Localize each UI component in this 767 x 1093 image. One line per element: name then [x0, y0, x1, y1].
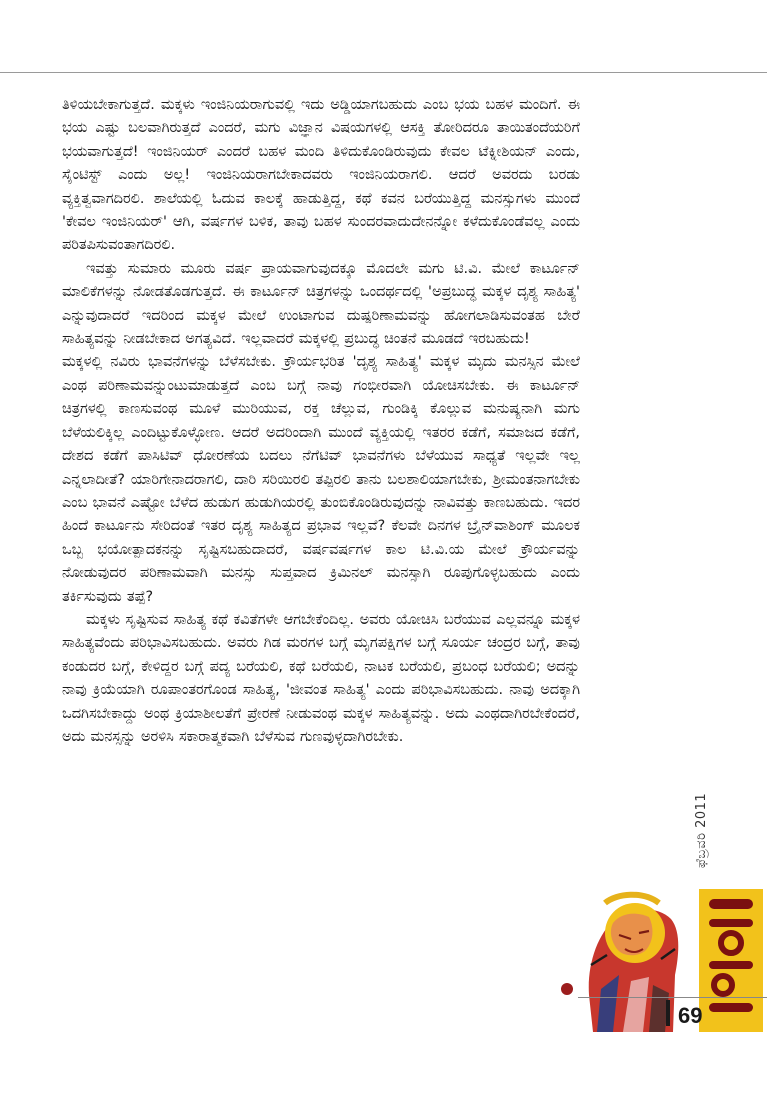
- page-number: 69: [678, 1003, 703, 1028]
- portrait-illustration: [589, 895, 679, 1032]
- page-number-bar: [666, 1000, 670, 1026]
- footer-rule: [578, 997, 767, 998]
- issue-date: ಫೆಬ್ರವರಿ 2011: [694, 792, 709, 868]
- red-dot-bullet: [561, 983, 573, 995]
- paragraph-2: ಇವತ್ತು ಸುಮಾರು ಮೂರು ವರ್ಷ ಪ್ರಾಯವಾಗುವುದಕ್ಕೂ ಮೊದಲೇ ಮಗು ಟಿ.ವಿ. ಮೇಲೆ ಕಾರ್ಟೂನ್ ಮಾಲಿಕೆಗಳನ್ನು ನೋಡತೊಡಗುತ್ತದೆ. ಈ ಕಾರ್ಟೂನ್ ಚಿತ್ರಗಳನ್ನು ಒಂದರ್ಥದಲ್ಲಿ 'ಅಪ್ರಬುದ್ಧ ಮಕ್ಕಳ ದೃಶ್ಯ ಸಾಹಿತ್ಯ' ಎನ್ನುವುದಾದರೆ ಇದರಿಂದ ಮಕ್ಕಳ ಮೇಲೆ ಉಂಟಾಗುವ ದುಷ್ಪರಿಣಾಮವನ್ನು ಹೋಗಲಾಡಿಸುವಂತಹ ಬೇರೆ ಸಾಹಿತ್ಯವನ್ನು ನೀಡಬೇಕಾದ ಅಗತ್ಯವಿದೆ. ಇಲ್ಲವಾದರೆ ಮಕ್ಕಳಲ್ಲಿ ಪ್ರಬುದ್ಧ ಚಿಂತನೆ ಮೂಡದೆ ಇರಬಹುದು!: [62, 260, 580, 348]
- header-rule: [0, 72, 767, 73]
- paragraph-3: ಮಕ್ಕಳಲ್ಲಿ ನವಿರು ಭಾವನೆಗಳನ್ನು ಬೆಳೆಸಬೇಕು. ಕ್ರೌರ್ಯಭರಿತ 'ದೃಶ್ಯ ಸಾಹಿತ್ಯ' ಮಕ್ಕಳ ಮೃದು ಮನಸ್ಸಿನ ಮೇಲೆ ಎಂಥ ಪರಿಣಾಮವನ್ನುಂಟುಮಾಡುತ್ತದೆ ಎಂಬ ಬಗ್ಗೆ ನಾವು ಗಂಭೀರವಾಗಿ ಯೋಚಿಸಬೇಕು. ಈ ಕಾರ್ಟೂನ್ ಚಿತ್ರಗಳಲ್ಲಿ ಕಾಣಸುವಂಥ ಮೂಳೆ ಮುರಿಯುವ, ರಕ್ತ ಚೆಲ್ಲುವ, ಗುಂಡಿಕ್ಕಿ ಕೊಲ್ಲುವ ಮನುಷ್ಯನಾಗಿ ಮಗು ಬೆಳೆಯಲಿಕ್ಕಿಲ್ಲ ಎಂದಿಟ್ಟುಕೊಳ್ಳೋಣ. ಆದರೆ ಅದರಿಂದಾಗಿ ಮುಂದೆ ವ್ಯಕ್ತಿಯಲ್ಲಿ ಇತರರ ಕಡೆಗೆ, ಸಮಾಜದ ಕಡೆಗೆ, ದೇಶದ ಕಡೆಗೆ ಪಾಸಿಟಿವ್ ಧೋರಣೆಯ ಬದಲು ನೆಗೆಟಿವ್ ಭಾವನೆಗಳು ಬೆಳೆಯುವ ಸಾಧ್ಯತೆ ಇಲ್ಲವೇ ಇಲ್ಲ ಎನ್ನಲಾದೀತೆ? ಯಾರಿಗೇನಾದರಾಗಲಿ, ದಾರಿ ಸರಿಯಿರಲಿ ತಪ್ಪಿರಲಿ ತಾನು ಬಲಶಾಲಿಯಾಗಬೇಕು, ಶ್ರೀಮಂತನಾಗಬೇಕು ಎಂಬ ಭಾವನೆ ಎಷ್ಟೋ ಬೆಳೆದ ಹುಡುಗ ಹುಡುಗಿಯರಲ್ಲಿ ತುಂಬಿಕೊಂಡಿರುವುದನ್ನು ನಾವಿವತ್ತು ಕಾಣಬಹುದು. ಇದರ ಹಿಂದೆ ಕಾರ್ಟೂನು ಸೇರಿದಂತೆ ಇತರ ದೃಶ್ಯ ಸಾಹಿತ್ಯದ ಪ್ರಭಾವ ಇಲ್ಲವೆ? ಕೆಲವೇ ದಿನಗಳ ಬ್ರೈನ್‌ವಾಶಿಂಗ್ ಮೂಲಕ ಒಬ್ಬ ಭಯೋತ್ಪಾದಕನನ್ನು ಸೃಷ್ಟಿಸಬಹುದಾದರೆ, ವರ್ಷವರ್ಷಗಳ ಕಾಲ ಟಿ.ವಿ.ಯ ಮೇಲೆ ಕ್ರೌರ್ಯವನ್ನು ನೋಡುವುದರ ಪರಿಣಾಮವಾಗಿ ಮನಸ್ಸು ಸುಪ್ತವಾದ ಕ್ರಿಮಿನಲ್ ಮನಸ್ಸಾಗಿ ರೂಪುಗೊಳ್ಳಬಹುದು ಎಂದು ತರ್ಕಿಸುವುದು ತಪ್ಪೆ?: [62, 354, 580, 605]
- paragraph-1: ತಿಳಿಯಬೇಕಾಗುತ್ತದೆ. ಮಕ್ಕಳು ಇಂಜಿನಿಯರಾಗುವಲ್ಲಿ ಇದು ಅಡ್ಡಿಯಾಗಬಹುದು ಎಂಬ ಭಯ ಬಹಳ ಮಂದಿಗೆ. ಈ ಭಯ ಎಷ್ಟು ಬಲವಾಗಿರುತ್ತದೆ ಎಂದರೆ, ಮಗು ವಿಜ್ಞಾನ ವಿಷಯಗಳಲ್ಲಿ ಆಸಕ್ತಿ ತೋರಿದರೂ ತಾಯಿತಂದೆಯರಿಗೆ ಭಯವಾಗುತ್ತದೆ! ಇಂಜಿನಿಯರ್ ಎಂದರೆ ಬಹಳ ಮಂದಿ ತಿಳಿದುಕೊಂಡಿರುವುದು ಕೇವಲ ಟೆಕ್ನೀಶಿಯನ್ ಎಂದು, ಸೈಂಟಿಸ್ಟ್ ಎಂದು ಅಲ್ಲ! ಇಂಜಿನಿಯರಾಗಬೇಕಾದವರು ಇಂಜಿನಿಯರಾಗಲಿ. ಆದರೆ ಅವರದು ಬರಡು ವ್ಯಕ್ತಿತ್ವವಾಗದಿರಲಿ. ಶಾಲೆಯಲ್ಲಿ ಓದುವ ಕಾಲಕ್ಕೆ ಹಾಡುತ್ತಿದ್ದ, ಕಥೆ ಕವನ ಬರೆಯುತ್ತಿದ್ದ ಮನಸ್ಸುಗಳು ಮುಂದೆ 'ಕೇವಲ ಇಂಜಿನಿಯರ್' ಆಗಿ, ವರ್ಷಗಳ ಬಳಿಕ, ತಾವು ಬಹಳ ಸುಂದರವಾದುದೇನನ್ನೋ ಕಳೆದುಕೊಂಡೆವಲ್ಲ ಎಂದು ಪರಿತಪಿಸುವಂತಾಗದಿರಲಿ.: [62, 97, 580, 254]
- article-body: [62, 94, 580, 749]
- magazine-masthead-logo: [583, 885, 767, 1032]
- paragraph-4: ಮಕ್ಕಳು ಸೃಷ್ಟಿಸುವ ಸಾಹಿತ್ಯ ಕಥೆ ಕವಿತೆಗಳೇ ಆಗಬೇಕೆಂದಿಲ್ಲ. ಅವರು ಯೋಚಿಸಿ ಬರೆಯುವ ಎಲ್ಲವನ್ನೂ ಮಕ್ಕಳ ಸಾಹಿತ್ಯವೆಂದು ಪರಿಭಾವಿಸಬಹುದು. ಅವರು ಗಿಡ ಮರಗಳ ಬಗ್ಗೆ ಮೃಗಪಕ್ಷಿಗಳ ಬಗ್ಗೆ ಸೂರ್ಯ ಚಂದ್ರರ ಬಗ್ಗೆ, ತಾವು ಕಂಡುದರ ಬಗ್ಗೆ, ಕೇಳಿದ್ದರ ಬಗ್ಗೆ ಪದ್ಯ ಬರೆಯಲಿ, ಕಥೆ ಬರೆಯಲಿ, ನಾಟಕ ಬರೆಯಲಿ, ಪ್ರಬಂಧ ಬರೆಯಲಿ; ಅದನ್ನು ನಾವು ಕ್ರಿಯೆಯಾಗಿ ರೂಪಾಂತರಗೊಂಡ ಸಾಹಿತ್ಯ, 'ಜೀವಂತ ಸಾಹಿತ್ಯ' ಎಂದು ಪರಿಭಾವಿಸಬಹುದು. ನಾವು ಅದಕ್ಕಾಗಿ ಒದಗಿಸಬೇಕಾದ್ದು ಅಂಥ ಕ್ರಿಯಾಶೀಲತೆಗೆ ಪ್ರೇರಣೆ ನೀಡುವಂಥ ಮಕ್ಕಳ ಸಾಹಿತ್ಯವನ್ನು. ಅದು ಎಂಥದಾಗಿರಬೇಕೆಂದರೆ, ಅದು ಮನಸ್ಸನ್ನು ಅರಳಿಸಿ ಸಕಾರಾತ್ಮಕವಾಗಿ ಬೆಳೆಸುವ ಗುಣವುಳ್ಳದಾಗಿರಬೇಕು.: [62, 611, 580, 745]
